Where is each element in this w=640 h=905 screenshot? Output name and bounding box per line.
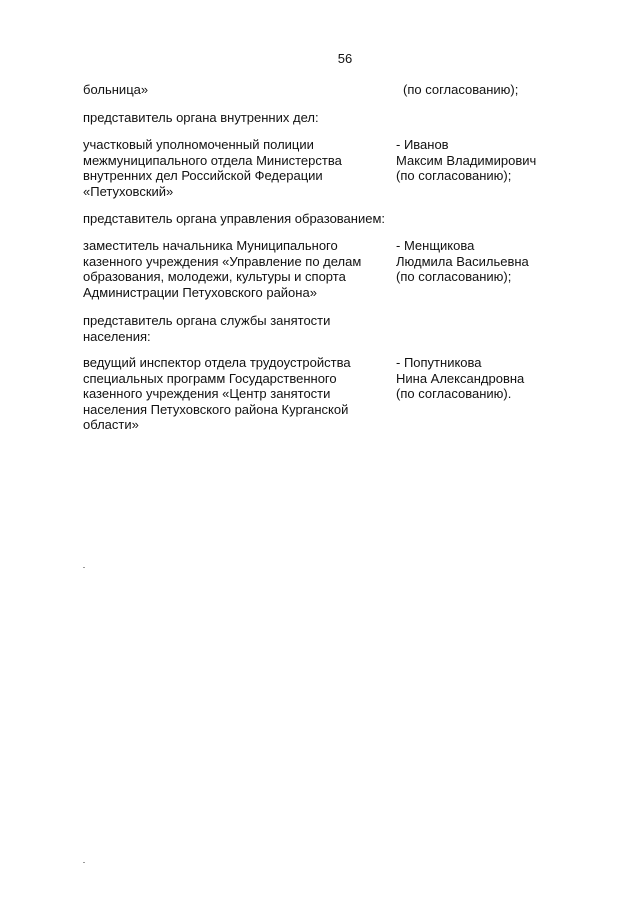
row0-position: больница»	[83, 82, 149, 97]
scan-speck	[83, 862, 85, 863]
row0-name: (по согласованию);	[403, 82, 519, 97]
row3-position: ведущий инспектор отдела трудоустройства специальных программ Государственного казенного учреждения «Центр занятости населения Петуховского района Курганской области»	[83, 355, 351, 432]
row3-name: - Попутникова Нина Александровна (по согласованию).	[396, 355, 525, 401]
row1-name: - Иванов Максим Владимирович (по согласованию);	[396, 137, 537, 183]
heading-employment: представитель органа службы занятости населения:	[83, 313, 331, 344]
heading-education: представитель органа управления образованием:	[83, 211, 386, 226]
row2-position: заместитель начальника Муниципального казенного учреждения «Управление по делам образования, молодежи, культуры и спорта Администрации Петуховского района»	[83, 238, 362, 300]
page-number: 56	[337, 51, 353, 66]
row2-name: - Менщикова Людмила Васильевна (по согласованию);	[396, 238, 529, 284]
scan-speck	[83, 567, 85, 568]
heading-internal-affairs: представитель органа внутренних дел:	[83, 110, 319, 125]
row1-position: участковый уполномоченный полиции межмуниципального отдела Министерства внутренних дел Российской Федерации «Петуховский»	[83, 137, 342, 199]
